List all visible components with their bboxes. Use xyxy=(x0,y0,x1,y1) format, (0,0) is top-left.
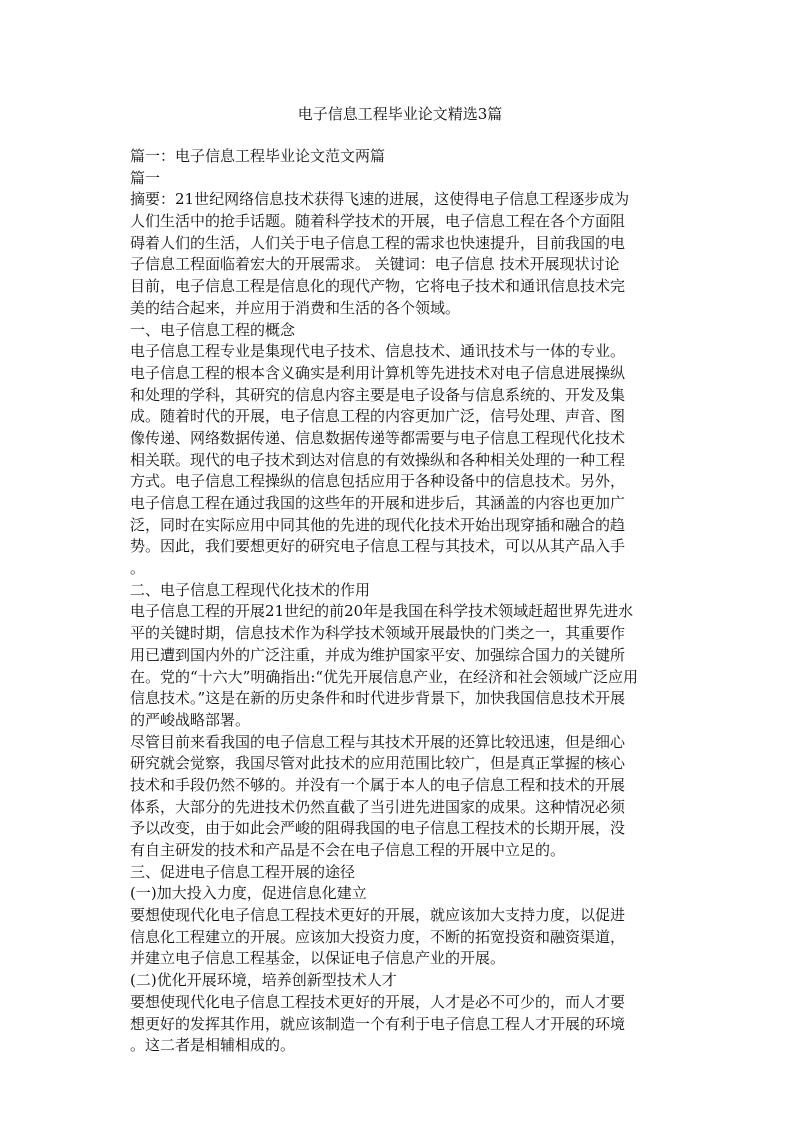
text-line: 电子信息工程的开展21世纪的前20年是我国在科学技术领域赶超世界先进水 xyxy=(130,602,634,621)
text-line: 碍着人们的生活，人们关于电子信息工程的需求也快速提升，目前我国的电 xyxy=(130,233,626,252)
text-line: 电子信息工程的根本含义确实是利用计算机等先进技术对电子信息进展操纵 xyxy=(130,363,626,382)
document-body xyxy=(130,146,675,1057)
text-line: 泛，同时在实际应用中同其他的先进的现代化技术开始出现穿插和融合的趋 xyxy=(130,515,626,534)
text-line: 。这二者是相辅相成的。 xyxy=(130,1036,296,1055)
text-line: 篇一 xyxy=(130,168,161,187)
text-line: 一、电子信息工程的概念 xyxy=(130,320,296,339)
text-line: 有自主研发的技术和产品是不会在电子信息工程的开展中立足的。 xyxy=(130,841,566,859)
text-line: 像传递、网络数据传递、信息数据传递等都需要与电子信息工程现代化技术 xyxy=(130,428,626,447)
text-line: 成。随着时代的开展，电子信息工程的内容更加广泛，信号处理、声音、图 xyxy=(130,407,626,426)
text-line: 人们生活中的抢手话题。随着科学技术的开展，电子信息工程在各个方面阻 xyxy=(130,212,626,231)
text-line: 体系，大部分的先进技术仍然直截了当引进先进国家的成果。这种情况必须 xyxy=(130,797,626,816)
text-line: 和处理的学科，其研究的信息内容主要是电子设备与信息系统的、开发及集 xyxy=(130,385,626,404)
text-line: 信息化工程建立的开展。应该加大投资力度，不断的拓宽投资和融资渠道， xyxy=(130,927,626,946)
text-line: 美的结合起来，并应用于消费和生活的各个领域。 xyxy=(130,298,461,317)
text-line: 篇一：电子信息工程毕业论文范文两篇 xyxy=(130,147,386,165)
text-line: 研究就会觉察，我国尽管对此技术的应用范围比较广，但是真正掌握的核心 xyxy=(130,754,626,773)
text-line: 在。党的“十六大”明确指出:“优先开展信息产业，在经济和社会领域广泛应用 xyxy=(130,667,639,686)
text-line: 电子信息工程在通过我国的这些年的开展和进步后，其涵盖的内容也更加广 xyxy=(130,494,626,512)
text-line: 相关联。现代的电子技术到达对信息的有效操纵和各种相关处理的一种工程 xyxy=(130,450,626,469)
text-line: 用已遭到国内外的广泛注重，并成为维护国家平安、加强综合国力的关键所 xyxy=(130,645,626,664)
text-line: 子信息工程面临着宏大的开展需求。 关键词：电子信息 技术开展现状讨论 xyxy=(130,255,620,274)
text-line: 技术和手段仍然不够的。并没有一个属于本人的电子信息工程和技术的开展 xyxy=(130,775,626,794)
text-line: 三、促进电子信息工程开展的途径 xyxy=(130,862,356,881)
text-line: 信息技术。”这是在新的历史条件和时代进步背景下，加快我国信息技术开展 xyxy=(130,689,626,708)
text-line: 平的关键时期，信息技术作为科学技术领域开展最快的门类之一，其重要作 xyxy=(130,624,626,643)
document-title: 电子信息工程毕业论文精选3篇 xyxy=(297,105,503,123)
text-line: 的严峻战略部署。 xyxy=(130,710,251,729)
text-line: (二)优化开展环境，培养创新型技术人才 xyxy=(130,971,397,990)
text-line: 。 xyxy=(130,559,146,578)
text-line: 势。因此，我们要想更好的研究电子信息工程与其技术，可以从其产品入手 xyxy=(130,537,626,556)
text-line: 予以改变，由于如此会严峻的阻碍我国的电子信息工程技术的长期开展，没 xyxy=(130,819,626,838)
text-line: 想更好的发挥其作用，就应该制造一个有利于电子信息工程人才开展的环境 xyxy=(130,1014,626,1033)
text-line: 二、电子信息工程现代化技术的作用 xyxy=(130,580,371,599)
text-line: 电子信息工程专业是集现代电子技术、信息技术、通讯技术与一体的专业。 xyxy=(130,342,626,361)
text-line: 要想使现代化电子信息工程技术更好的开展，就应该加大支持力度，以促进 xyxy=(130,906,626,925)
text-line: 方式。电子信息工程操纵的信息包括应用于各种设备中的信息技术。另外， xyxy=(130,472,626,491)
text-line: 摘要：21世纪网络信息技术获得飞速的进展，这使得电子信息工程逐步成为 xyxy=(130,190,630,209)
text-line: 并建立电子信息工程基金，以保证电子信息产业的开展。 xyxy=(130,949,506,968)
text-line: 尽管目前来看我国的电子信息工程与其技术开展的还算比较迅速，但是细心 xyxy=(130,732,626,751)
text-line: 要想使现代化电子信息工程技术更好的开展，人才是必不可少的，而人才要 xyxy=(130,992,626,1011)
text-line: 目前，电子信息工程是信息化的现代产物，它将电子技术和通讯信息技术完 xyxy=(130,277,626,296)
text-line: (一)加大投入力度，促进信息化建立 xyxy=(130,884,367,903)
